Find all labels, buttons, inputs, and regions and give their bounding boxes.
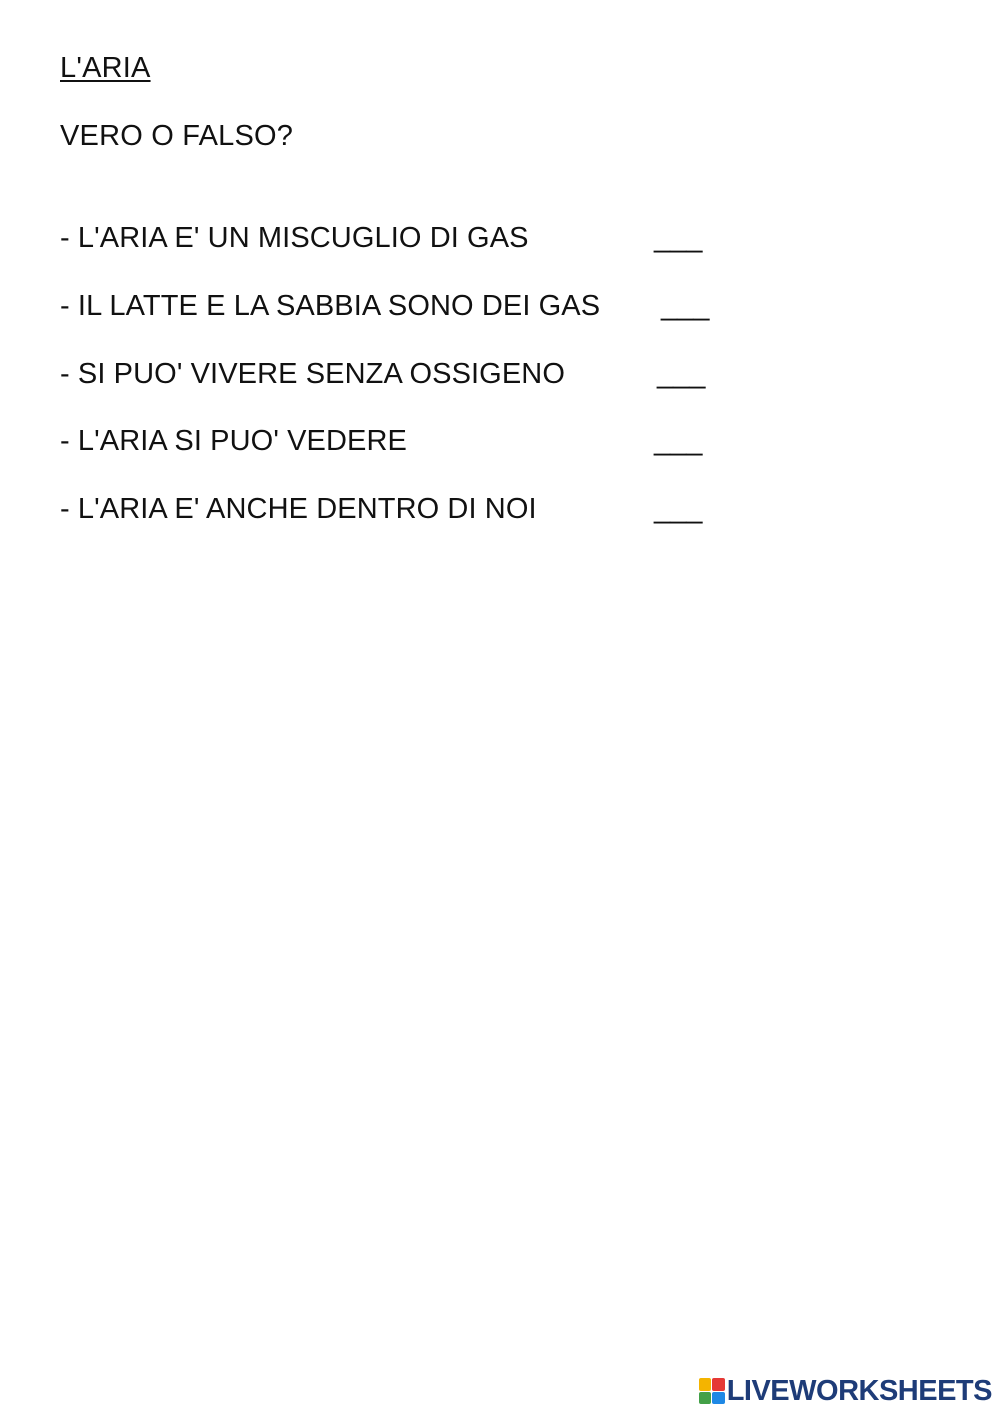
- answer-blank-4[interactable]: ___: [654, 425, 703, 457]
- statement-2: - IL LATTE E LA SABBIA SONO DEI GAS: [60, 290, 601, 322]
- statement-3: - SI PUO' VIVERE SENZA OSSIGENO: [60, 358, 565, 390]
- answer-blank-5[interactable]: ___: [654, 493, 703, 525]
- liveworksheets-branding: [699, 1375, 992, 1407]
- answer-blank-1[interactable]: ___: [654, 222, 703, 254]
- worksheet-instruction: VERO O FALSO?: [60, 120, 294, 152]
- statement-4: - L'ARIA SI PUO' VEDERE: [60, 425, 407, 457]
- worksheet-title: L'ARIA: [60, 52, 151, 84]
- answer-blank-2[interactable]: ___: [661, 290, 710, 322]
- answer-blank-3[interactable]: ___: [657, 358, 706, 390]
- liveworksheets-logo-icon: [699, 1378, 725, 1404]
- brand-text: LIVEWORKSHEETS: [726, 1374, 992, 1407]
- statement-1: - L'ARIA E' UN MISCUGLIO DI GAS: [60, 222, 529, 254]
- statement-5: - L'ARIA E' ANCHE DENTRO DI NOI: [60, 493, 537, 525]
